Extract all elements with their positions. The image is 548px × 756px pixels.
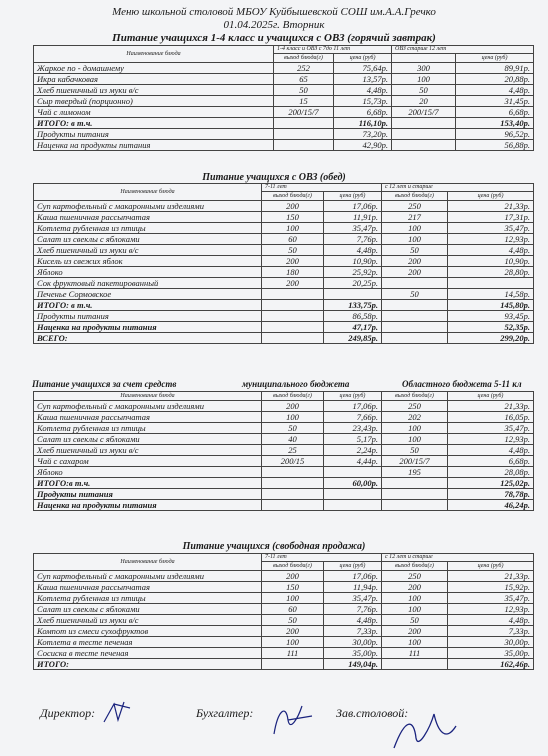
table-row — [34, 445, 534, 456]
col-header-price: цена (руб) — [448, 562, 534, 571]
output-12plus: 300 — [392, 63, 456, 74]
table-row — [34, 234, 534, 245]
price-7-11 — [324, 289, 382, 300]
markup-price: 42,90р. — [334, 140, 392, 151]
price-7-11: 11,91р. — [324, 212, 382, 223]
price-7-11: 20,25р. — [324, 278, 382, 289]
price-12plus: 21,33р. — [448, 201, 534, 212]
section3-title-b: муниципального бюджета — [242, 379, 350, 389]
output-7-11 — [262, 467, 324, 478]
output-12plus: 100 — [392, 74, 456, 85]
output-7-11: 100 — [262, 593, 324, 604]
output-12plus: 50 — [382, 289, 448, 300]
price-12plus: 35,47р. — [448, 593, 534, 604]
output-7-11: 50 — [274, 85, 334, 96]
output-7-11: 100 — [262, 223, 324, 234]
output-12plus: 217 — [382, 212, 448, 223]
col-header-name: Наименование блюда — [34, 46, 274, 63]
price-7-11: 4,44р. — [324, 456, 382, 467]
price-12plus: 7,33р. — [448, 626, 534, 637]
price-7-11: 7,76р. — [324, 604, 382, 615]
dish-name: Котлета рубленная из птицы — [34, 593, 262, 604]
table-row — [34, 74, 534, 85]
price-12plus: 4,48р. — [448, 615, 534, 626]
table-row — [34, 456, 534, 467]
output-7-11: 200 — [262, 571, 324, 582]
dish-name: Хлеб пшеничный из муки в/с — [34, 445, 262, 456]
budget-lunch-table — [33, 391, 534, 511]
dish-name: Сыр твердый (порционно) — [34, 96, 274, 107]
price-12plus: 16,05р. — [448, 412, 534, 423]
dish-name: Кисель из свежих яблок — [34, 256, 262, 267]
output-7-11: 200 — [262, 201, 324, 212]
head-signature-scribble — [390, 708, 460, 754]
total-label: ИТОГО: в т.ч. — [34, 118, 274, 129]
price-12plus: 4,48р. — [448, 245, 534, 256]
price-7-11: 17,06р. — [324, 571, 382, 582]
dish-name: Суп картофельный с макаронными изделиями — [34, 401, 262, 412]
markup-price: 46,24р. — [448, 500, 534, 511]
group-header-2: ОВЗ старше 12 лет — [392, 46, 534, 54]
dish-name: Котлета рубленная из птицы — [34, 423, 262, 434]
output-7-11: 200 — [262, 256, 324, 267]
markup-label: Наценка на продукты питания — [34, 322, 262, 333]
products-price: 86,58р. — [324, 311, 382, 322]
markup-price: 56,88р. — [456, 140, 534, 151]
price-7-11: 7,66р. — [324, 412, 382, 423]
output-7-11: 200 — [262, 626, 324, 637]
dish-name: Сосиска в тесте печеная — [34, 648, 262, 659]
output-12plus: 50 — [392, 85, 456, 96]
dish-name: Печенье Сормовское — [34, 289, 262, 300]
price-7-11: 5,17р. — [324, 434, 382, 445]
price-7-11: 4,48р. — [324, 245, 382, 256]
price-7-11: 23,43р. — [324, 423, 382, 434]
products-price: 78,78р. — [448, 489, 534, 500]
col-header-output: выход блюда(г) — [382, 562, 448, 571]
table-row — [34, 278, 534, 289]
price-7-11: 4,48р. — [324, 615, 382, 626]
output-12plus: 200 — [382, 267, 448, 278]
free-sale-table — [33, 553, 534, 670]
output-12plus: 100 — [382, 604, 448, 615]
section4-title: Питание учащихся (свободная продажа) — [182, 541, 366, 552]
output-7-11: 200 — [262, 278, 324, 289]
output-7-11: 111 — [262, 648, 324, 659]
price-12plus: 20,88р. — [456, 74, 534, 85]
price-12plus: 6,68р. — [456, 107, 534, 118]
table-row — [34, 85, 534, 96]
output-7-11: 150 — [262, 582, 324, 593]
markup-price: 52,35р. — [448, 322, 534, 333]
col-header-name: Наименование блюда — [34, 554, 262, 571]
price-12plus: 4,48р. — [456, 85, 534, 96]
output-7-11: 50 — [262, 423, 324, 434]
output-7-11: 25 — [262, 445, 324, 456]
dish-name: Каша пшеничная рассыпчатая — [34, 212, 262, 223]
dish-name: Чай с сахаром — [34, 456, 262, 467]
table-row — [34, 256, 534, 267]
table-row — [34, 648, 534, 659]
output-7-11: 65 — [274, 74, 334, 85]
price-12plus: 89,91р. — [456, 63, 534, 74]
table-row — [34, 637, 534, 648]
markup-label: Наценка на продукты питания — [34, 500, 262, 511]
output-12plus: 100 — [382, 423, 448, 434]
output-7-11: 200 — [262, 401, 324, 412]
output-12plus: 195 — [382, 467, 448, 478]
price-12plus: 6,68р. — [448, 456, 534, 467]
table-row — [34, 267, 534, 278]
table-row — [34, 467, 534, 478]
price-12plus: 12,93р. — [448, 434, 534, 445]
price-12plus: 35,47р. — [448, 423, 534, 434]
table-row — [34, 107, 534, 118]
output-7-11: 60 — [262, 604, 324, 615]
dish-name: Котлета в тесте печеная — [34, 637, 262, 648]
total-label: ИТОГО:в т.ч. — [34, 478, 262, 489]
output-12plus: 100 — [382, 223, 448, 234]
markup-label: Наценка на продукты питания — [34, 140, 274, 151]
table-row — [34, 401, 534, 412]
col-header-price: цена (руб) — [324, 192, 382, 201]
dish-name: Суп картофельный с макаронными изделиями — [34, 571, 262, 582]
dish-name: Яблоко — [34, 267, 262, 278]
table-row — [34, 201, 534, 212]
col-header-price: цена (руб) — [334, 54, 392, 63]
output-12plus: 202 — [382, 412, 448, 423]
table-row — [34, 289, 534, 300]
price-12plus: 10,90р. — [448, 256, 534, 267]
group-header-2: с 12 лет и старше — [382, 184, 534, 192]
col-header-price: цена (руб) — [324, 562, 382, 571]
col-header-output: выход блюда(г) — [274, 54, 334, 63]
output-12plus: 100 — [382, 593, 448, 604]
table-row — [34, 223, 534, 234]
output-12plus: 100 — [382, 434, 448, 445]
output-7-11: 60 — [262, 234, 324, 245]
price-12plus: 31,45р. — [456, 96, 534, 107]
products-label: Продукты питания — [34, 311, 262, 322]
table-row — [34, 615, 534, 626]
table-row — [34, 571, 534, 582]
total-label: ИТОГО: в т.ч. — [34, 300, 262, 311]
col-header-output: выход блюда(г) — [262, 392, 324, 401]
table-row — [34, 626, 534, 637]
section3-title-a: Питание учащихся за счет средств — [32, 379, 177, 389]
dish-name: Салат из свеклы с яблоками — [34, 604, 262, 615]
section2-title: Питание учащихся с ОВЗ (обед) — [202, 172, 346, 183]
breakfast-table — [33, 45, 534, 151]
price-12plus: 28,08р. — [448, 467, 534, 478]
price-7-11: 75,64р. — [334, 63, 392, 74]
output-12plus: 200 — [382, 626, 448, 637]
total-price: 149,04р. — [324, 659, 382, 670]
output-12plus: 100 — [382, 234, 448, 245]
price-7-11: 11,94р. — [324, 582, 382, 593]
price-12plus — [448, 278, 534, 289]
dish-name: Котлета рубленная из птицы — [34, 223, 262, 234]
col-header-output: выход блюда(г) — [262, 192, 324, 201]
section1-title: Питание учащихся 1-4 класс и учащихся с ОВЗ (горячий завтрак) — [112, 32, 436, 44]
products-price: 93,45р. — [448, 311, 534, 322]
output-12plus: 200/15/7 — [382, 456, 448, 467]
head-signature-label: Зав.столовой: — [336, 706, 409, 720]
price-12plus: 12,93р. — [448, 234, 534, 245]
dish-name: Суп картофельный с макаронными изделиями — [34, 201, 262, 212]
dish-name: Компот из смеси сухофруктов — [34, 626, 262, 637]
output-12plus: 50 — [382, 445, 448, 456]
price-7-11: 7,76р. — [324, 234, 382, 245]
table-row — [34, 604, 534, 615]
price-7-11: 7,33р. — [324, 626, 382, 637]
price-7-11: 10,90р. — [324, 256, 382, 267]
total-price: 125,02р. — [448, 478, 534, 489]
output-12plus: 200 — [382, 582, 448, 593]
total-price: 145,80р. — [448, 300, 534, 311]
price-12plus: 12,93р. — [448, 604, 534, 615]
col-header-output: выход блюда(г) — [262, 562, 324, 571]
price-12plus: 28,80р. — [448, 267, 534, 278]
group-header-2: с 12 лет и старше — [382, 554, 534, 562]
group-header-1: 7-11 лет — [262, 554, 382, 562]
dish-name: Салат из свеклы с яблоками — [34, 434, 262, 445]
price-12plus: 4,48р. — [448, 445, 534, 456]
price-7-11: 6,68р. — [334, 107, 392, 118]
total-label: ИТОГО: — [34, 659, 262, 670]
table-row — [34, 212, 534, 223]
dish-name: Хлеб пшеничный из муки в/с — [34, 85, 274, 96]
date-line: 01.04.2025г. Вторник — [223, 19, 325, 31]
price-12plus: 15,92р. — [448, 582, 534, 593]
price-12plus: 35,00р. — [448, 648, 534, 659]
price-12plus: 35,47р. — [448, 223, 534, 234]
price-12plus: 17,31р. — [448, 212, 534, 223]
output-7-11: 200/15 — [262, 456, 324, 467]
dish-name: Чай с лимоном — [34, 107, 274, 118]
table-row — [34, 593, 534, 604]
output-7-11: 40 — [262, 434, 324, 445]
total-price: 133,75р. — [324, 300, 382, 311]
output-12plus: 50 — [382, 615, 448, 626]
output-7-11: 50 — [262, 245, 324, 256]
section3-title-c: Областного бюджета 5-11 кл — [402, 379, 522, 389]
dish-name: Жаркое по - домашнему — [34, 63, 274, 74]
price-7-11: 35,47р. — [324, 593, 382, 604]
total-price: 60,00р. — [324, 478, 382, 489]
price-7-11: 25,92р. — [324, 267, 382, 278]
director-signature-label: Директор: — [40, 706, 96, 720]
price-12plus: 21,33р. — [448, 571, 534, 582]
total-price: 162,46р. — [448, 659, 534, 670]
output-12plus: 50 — [382, 245, 448, 256]
output-7-11: 150 — [262, 212, 324, 223]
products-label: Продукты питания — [34, 489, 262, 500]
group-header-1: 7-11 лет — [262, 184, 382, 192]
table-row — [34, 434, 534, 445]
col-header-name: Наименование блюда — [34, 392, 262, 401]
output-7-11: 100 — [262, 637, 324, 648]
output-12plus: 250 — [382, 201, 448, 212]
section3-title — [32, 379, 532, 389]
col-header-name: Наименование блюда — [34, 184, 262, 201]
products-price: 96,52р. — [456, 129, 534, 140]
products-label: Продукты питания — [34, 129, 274, 140]
output-12plus — [382, 278, 448, 289]
table-row — [34, 245, 534, 256]
table-row — [34, 412, 534, 423]
output-7-11: 200/15/7 — [274, 107, 334, 118]
price-12plus: 14,58р. — [448, 289, 534, 300]
document-header — [0, 6, 548, 45]
output-7-11: 50 — [262, 615, 324, 626]
price-7-11: 13,57р. — [334, 74, 392, 85]
output-12plus: 250 — [382, 571, 448, 582]
accountant-signature-label: Бухгалтер: — [196, 706, 254, 720]
dish-name: Икра кабачковая — [34, 74, 274, 85]
output-12plus: 20 — [392, 96, 456, 107]
price-7-11 — [324, 467, 382, 478]
col-header-output: выход блюда(г) — [382, 192, 448, 201]
price-7-11: 4,48р. — [334, 85, 392, 96]
products-price: 73,20р. — [334, 129, 392, 140]
school-title: Меню школьной столовой МБОУ Куйбышевской СОШ им.А.А.Гречко — [112, 6, 436, 18]
table-row — [34, 96, 534, 107]
dish-name: Каша пшеничная рассыпчатая — [34, 412, 262, 423]
table-row — [34, 423, 534, 434]
total-price: 153,40р. — [456, 118, 534, 129]
markup-price: 47,17р. — [324, 322, 382, 333]
output-7-11: 180 — [262, 267, 324, 278]
price-7-11: 17,06р. — [324, 201, 382, 212]
dish-name: Хлеб пшеничный из муки в/с — [34, 615, 262, 626]
group-header-1: 1-4 класс и ОВЗ с 7до 11 лет — [274, 46, 392, 54]
total-price: 116,10р. — [334, 118, 392, 129]
output-7-11: 100 — [262, 412, 324, 423]
dish-name: Хлеб пшеничный из муки в/с — [34, 245, 262, 256]
col-header-price: цена (руб) — [448, 192, 534, 201]
price-7-11: 35,00р. — [324, 648, 382, 659]
price-7-11: 2,24р. — [324, 445, 382, 456]
director-signature-scribble — [100, 698, 140, 728]
accountant-signature-scribble — [268, 700, 318, 740]
price-7-11: 30,00р. — [324, 637, 382, 648]
price-7-11: 15,73р. — [334, 96, 392, 107]
col-header-price: цена (руб) — [324, 392, 382, 401]
col-header-price: цена (руб) — [456, 54, 534, 63]
dish-name: Яблоко — [34, 467, 262, 478]
output-12plus: 200/15/7 — [392, 107, 456, 118]
price-12plus: 21,33р. — [448, 401, 534, 412]
dish-name: Сок фруктовый пакетированный — [34, 278, 262, 289]
output-12plus: 250 — [382, 401, 448, 412]
output-7-11: 252 — [274, 63, 334, 74]
price-7-11: 17,06р. — [324, 401, 382, 412]
grand-total-label: ВСЕГО: — [34, 333, 262, 344]
output-12plus: 200 — [382, 256, 448, 267]
dish-name: Каша пшеничная рассыпчатая — [34, 582, 262, 593]
col-header-price: цена (руб) — [448, 392, 534, 401]
table-row — [34, 582, 534, 593]
output-12plus: 111 — [382, 648, 448, 659]
price-12plus: 30,00р. — [448, 637, 534, 648]
grand-total-price: 299,20р. — [448, 333, 534, 344]
output-7-11 — [262, 289, 324, 300]
output-12plus: 100 — [382, 637, 448, 648]
price-7-11: 35,47р. — [324, 223, 382, 234]
ovz-lunch-table — [33, 183, 534, 344]
output-7-11: 15 — [274, 96, 334, 107]
grand-total-price: 249,85р. — [324, 333, 382, 344]
dish-name: Салат из свеклы с яблоками — [34, 234, 262, 245]
table-row — [34, 63, 534, 74]
col-header-output: выход блюда(г) — [382, 392, 448, 401]
